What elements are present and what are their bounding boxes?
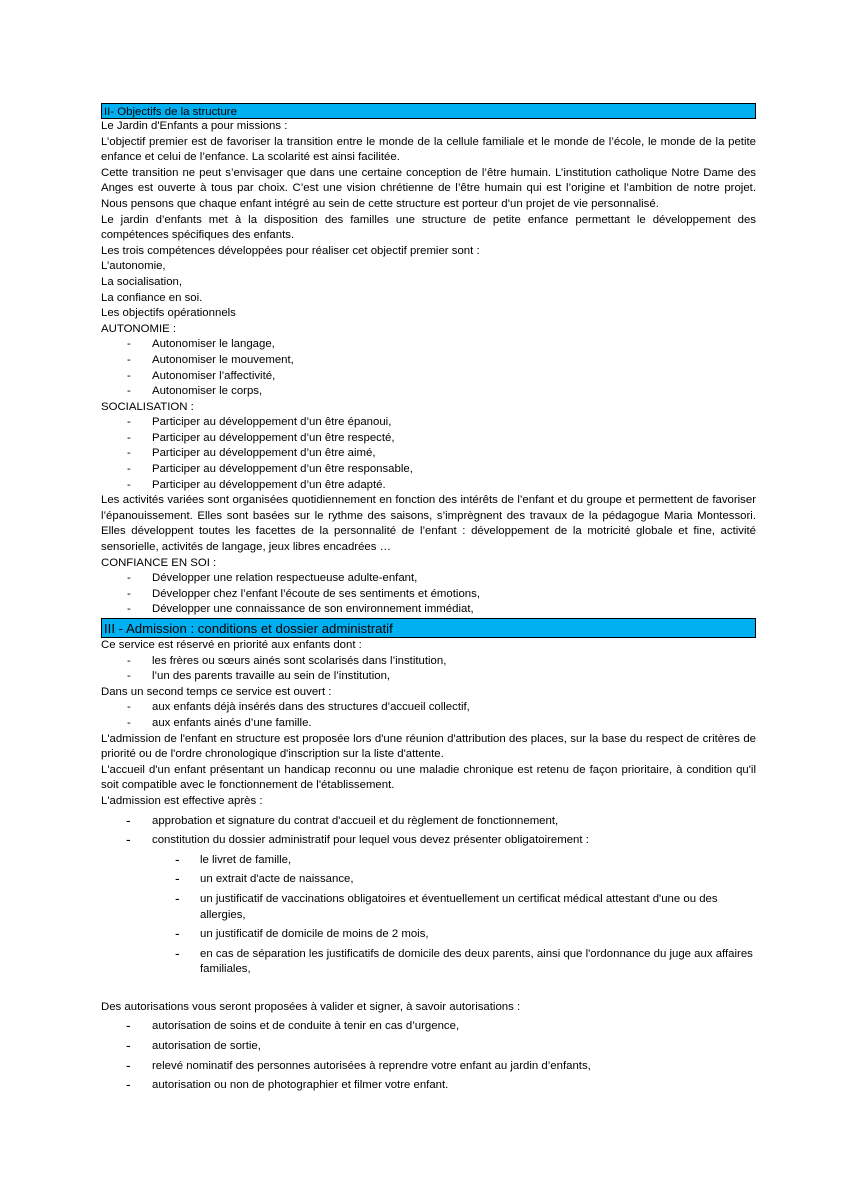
list-item: - les frères ou sœurs ainés sont scolarisés dans l’institution,	[127, 654, 447, 667]
list-item: - aux enfants ainés d’une famille.	[127, 716, 312, 729]
objectifs-label: Les objectifs opérationnels	[101, 307, 236, 320]
paragraph: L'admission de l'enfant en structure est proposée lors d'une réunion d'attribution des places, sur la base du respect de critères de priorité ou de l'ordre chronologique d'inscription sur la liste d'attente.	[101, 732, 756, 761]
section-heading-objectifs: II- Objectifs de la structure	[101, 103, 756, 119]
list-item: - constitution du dossier administratif pour lequel vous devez présenter obligatoirement :	[126, 831, 589, 848]
list-item: - autorisation de soins et de conduite à tenir en cas d’urgence,	[126, 1017, 460, 1034]
socialisation-label: SOCIALISATION :	[101, 400, 194, 413]
autonomie-label: AUTONOMIE :	[101, 322, 177, 335]
competence-item: La socialisation,	[101, 275, 183, 288]
paragraph: L'accueil d'un enfant présentant un handicap reconnu ou une maladie chronique est retenu de façon prioritaire, à condition qu'il soit compatible avec le fonctionnement de l'établissement.	[101, 763, 756, 792]
sub-list-item: - un justificatif de vaccinations obligatoires et éventuellement un certificat médical attestant d'une ou des allergies,	[175, 889, 718, 921]
list-item: - Participer au développement d’un être aimé,	[127, 447, 376, 460]
competence-item: L’autonomie,	[101, 260, 166, 273]
list-item: - Développer chez l’enfant l’écoute de ses sentiments et émotions,	[127, 587, 480, 600]
competence-item: La confiance en soi.	[101, 291, 203, 304]
list-item: - l’un des parents travaille au sein de l’institution,	[127, 670, 391, 683]
list-item: - Participer au développement d’un être épanoui,	[127, 416, 392, 429]
paragraph: Des autorisations vous seront proposées à valider et signer, à savoir autorisations :	[101, 1000, 521, 1013]
section-heading-admission: III - Admission : conditions et dossier administratif	[101, 618, 756, 638]
list-item: - Autonomiser l’affectivité,	[127, 369, 276, 382]
list-item: - Autonomiser le corps,	[127, 385, 263, 398]
sub-list-item: - en cas de séparation les justificatifs de domicile des deux parents, ainsi que l'ordonnance du juge aux affaires familiales,	[175, 944, 753, 976]
sub-list-item: - un justificatif de domicile de moins de 2 mois,	[175, 925, 429, 942]
intro-text: Le Jardin d'Enfants a pour missions :	[101, 120, 288, 132]
confiance-label: CONFIANCE EN SOI :	[101, 556, 217, 569]
paragraph: Le jardin d’enfants met à la disposition des familles une structure de petite enfance permettant le développement des compétences spécifiques des enfants.	[101, 213, 756, 242]
paragraph: Les trois compétences développées pour réaliser cet objectif premier sont :	[101, 244, 480, 257]
list-item: - relevé nominatif des personnes autorisées à reprendre votre enfant au jardin d’enfants,	[126, 1056, 591, 1073]
list-item: - aux enfants déjà insérés dans des structures d’accueil collectif,	[127, 701, 470, 714]
paragraph: L’objectif premier est de favoriser la transition entre le monde de la cellule familiale et le monde de l’école, le monde de la petite enfance et celui de l’enfance. La scolarité est ainsi facilitée.	[101, 135, 756, 164]
document-content	[101, 103, 756, 1098]
paragraph: Les activités variées sont organisées quotidiennement en fonction des intérêts de l’enfant et du groupe et permettent de favoriser l’épanouissement. Elles sont basées sur le rythme des saisons, s’imprègnent des travaux de la pédagogue Maria Montessori. Elles développent toutes les facettes de la personnalité de l’enfant : développement de la motricité globale et fine, activité sensorielle, activités de langage, jeux libres encadrées …	[101, 494, 756, 554]
list-item: - Autonomiser le langage,	[127, 338, 275, 351]
list-item: - Développer une relation respectueuse adulte-enfant,	[127, 572, 418, 585]
paragraph: Cette transition ne peut s’envisager que dans une certaine conception de l’être humain. L’institution catholique Notre Dame des Anges est ouverte à tous par choix. C’est une vision chrétienne de l’être humain qui est l’origine et l’ambition de notre projet. Nous pensons que chaque enfant intégré au sein de cette structure est porteur d’un projet de vie personnalisé.	[101, 166, 756, 210]
paragraph: Dans un second temps ce service est ouvert :	[101, 685, 332, 698]
list-item: - Participer au développement d’un être responsable,	[127, 463, 413, 476]
sub-list-item: - un extrait d'acte de naissance,	[175, 870, 354, 887]
sub-list-item: - le livret de famille,	[175, 850, 292, 867]
paragraph: Ce service est réservé en priorité aux enfants dont :	[101, 639, 362, 651]
list-item: - Développer une connaissance de son environnement immédiat,	[127, 603, 474, 616]
list-item: - approbation et signature du contrat d'accueil et du règlement de fonctionnement,	[126, 811, 559, 828]
paragraph: L'admission est effective après :	[101, 794, 263, 807]
list-item: - Participer au développement d’un être adapté.	[127, 478, 386, 491]
list-item: - Participer au développement d’un être respecté,	[127, 431, 395, 444]
list-item: - autorisation de sortie,	[126, 1037, 261, 1054]
list-item: - Autonomiser le mouvement,	[127, 353, 294, 366]
list-item: - autorisation ou non de photographier et filmer votre enfant.	[126, 1076, 449, 1093]
